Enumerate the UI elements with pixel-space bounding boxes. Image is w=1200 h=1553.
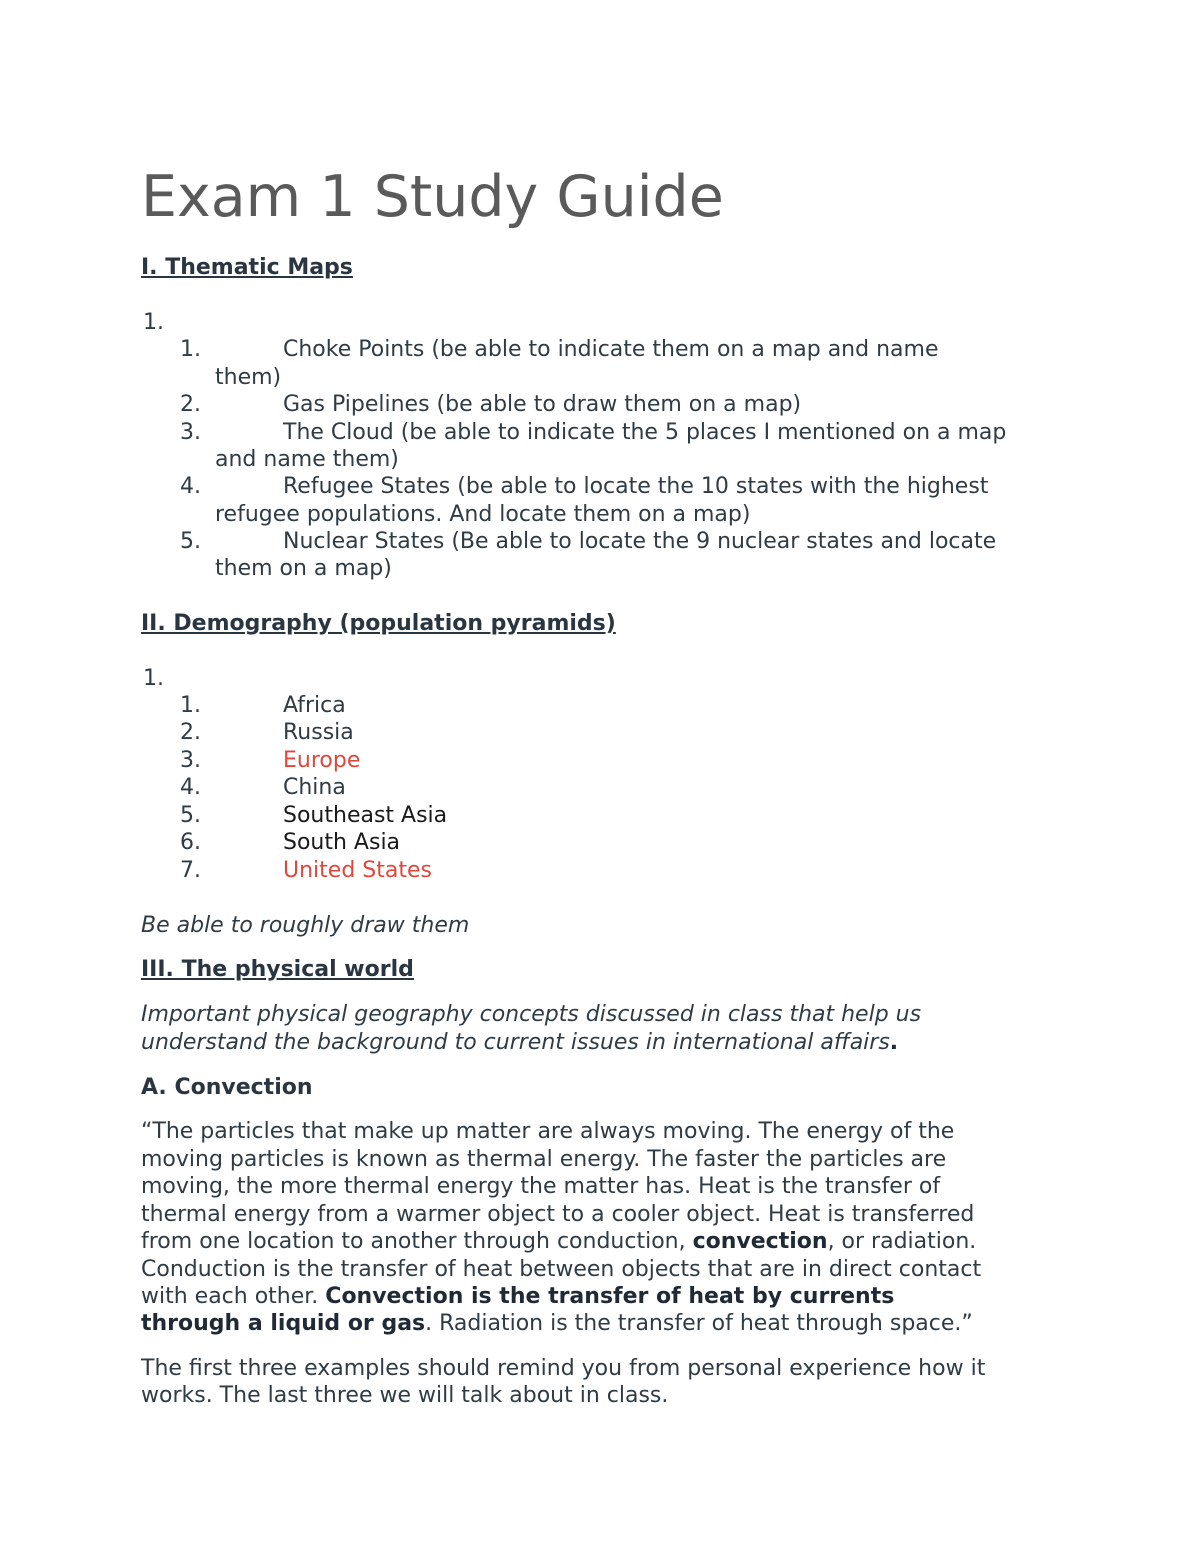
- closing-text: The first three examples should remind you from personal experience how it: [141, 1356, 986, 1381]
- list-number: 6.: [180, 830, 201, 855]
- quote-line: from one location to another through conduction, convection, or radiation.: [141, 1229, 977, 1254]
- list-item-text: Gas Pipelines (be able to draw them on a map): [283, 392, 802, 417]
- section-heading-demography: II. Demography (population pyramids): [141, 611, 616, 636]
- list-number: 5.: [180, 803, 201, 828]
- subheading-convection: A. Convection: [141, 1075, 313, 1100]
- intro-text: Important physical geography concepts discussed in class that help us: [141, 1002, 922, 1027]
- list-item-text: Nuclear States (Be able to locate the 9 nuclear states and locate: [283, 529, 997, 554]
- list-number: 1.: [180, 693, 201, 718]
- region-southeast-asia: Southeast Asia: [283, 803, 448, 828]
- list-number: 2.: [180, 392, 201, 417]
- list-item-text-cont: and name them): [215, 447, 399, 472]
- list-number: 3.: [180, 748, 201, 773]
- region-united-states: United States: [283, 858, 432, 883]
- section-heading-thematic-maps: I. Thematic Maps: [141, 255, 353, 280]
- demography-note: Be able to roughly draw them: [141, 913, 470, 938]
- region-russia: Russia: [283, 720, 354, 745]
- intro-text-cont: understand the background to current issues in international affairs.: [141, 1030, 899, 1055]
- list-number: 3.: [180, 420, 201, 445]
- list-item-text-cont: them on a map): [215, 556, 392, 581]
- list-item-text: Refugee States (be able to locate the 10 states with the highest: [283, 474, 989, 499]
- quote-line: through a liquid or gas. Radiation is the transfer of heat through space.”: [141, 1311, 973, 1336]
- list-number: 7.: [180, 858, 201, 883]
- list-number: 2.: [180, 720, 201, 745]
- region-africa: Africa: [283, 693, 346, 718]
- list-number: 5.: [180, 529, 201, 554]
- list-number: 4.: [180, 474, 201, 499]
- outer-list-number: 1.: [143, 666, 164, 691]
- list-number: 1.: [180, 337, 201, 362]
- list-item-text: Choke Points (be able to indicate them on a map and name: [283, 337, 939, 362]
- list-number: 4.: [180, 775, 201, 800]
- quote-line: with each other. Convection is the transfer of heat by currents: [141, 1284, 895, 1309]
- region-china: China: [283, 775, 346, 800]
- region-europe: Europe: [283, 748, 361, 773]
- outer-list-number: 1.: [143, 310, 164, 335]
- section-heading-physical-world: III. The physical world: [141, 957, 414, 982]
- closing-text-cont: works. The last three we will talk about in class.: [141, 1383, 669, 1408]
- region-south-asia: South Asia: [283, 830, 401, 855]
- quote-line: “The particles that make up matter are always moving. The energy of the: [141, 1119, 955, 1144]
- list-item-text-cont: refugee populations. And locate them on a map): [215, 502, 751, 527]
- quote-line: moving, the more thermal energy the matter has. Heat is the transfer of: [141, 1174, 941, 1199]
- quote-line: moving particles is known as thermal energy. The faster the particles are: [141, 1147, 947, 1172]
- list-item-text: The Cloud (be able to indicate the 5 places I mentioned on a map: [283, 420, 1007, 445]
- page-title: Exam 1 Study Guide: [141, 164, 724, 230]
- list-item-text-cont: them): [215, 365, 282, 390]
- quote-line: Conduction is the transfer of heat between objects that are in direct contact: [141, 1257, 982, 1282]
- quote-line: thermal energy from a warmer object to a cooler object. Heat is transferred: [141, 1202, 975, 1227]
